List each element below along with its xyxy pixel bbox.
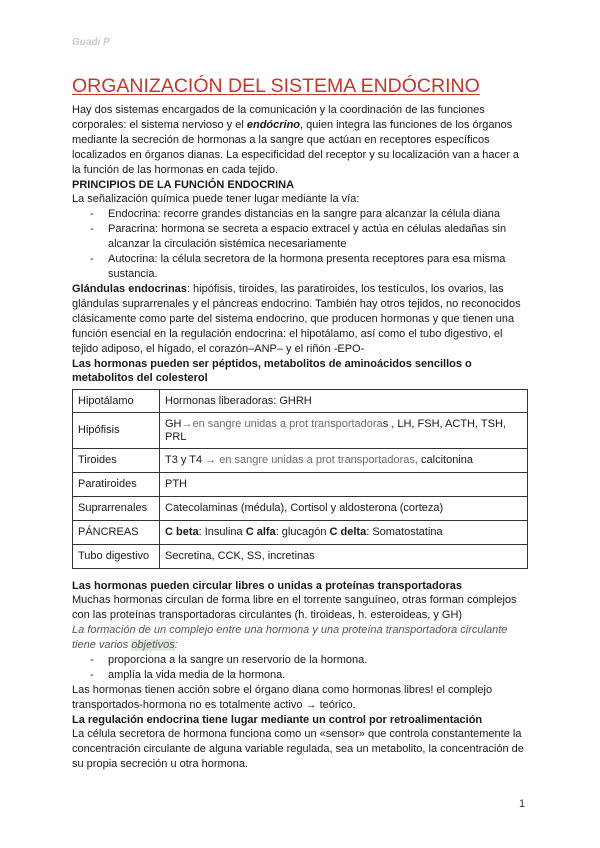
table-cell-hormones: Secretina, CCK, SS, incretinas [160, 545, 528, 569]
table-row [73, 473, 528, 497]
transport-heading: Las hormonas pueden circular libres o unidas a proteínas transportadoras [72, 580, 462, 592]
table-cell-organ: Tubo digestivo [73, 545, 160, 569]
transport-italic-note [72, 623, 528, 653]
principles-lead: La señalización química puede tener lugar mediante la vía: [72, 193, 360, 205]
cell-term: C beta [165, 526, 199, 538]
transport-paragraph-2: Las hormonas tienen acción sobre el órgano diana como hormonas libres! el complejo transportados-hormona no es totalmente activo → teórico. [72, 684, 493, 711]
glands-paragraph [72, 282, 528, 357]
cell-text: : Somatostatina [366, 526, 443, 538]
list-item: - proporciona a la sangre un reservorio de la hormona. [90, 654, 368, 666]
table-cell-organ: Paratiroides [73, 473, 160, 497]
principles-heading: PRINCIPIOS DE LA FUNCIÓN ENDOCRINA [72, 179, 295, 191]
cell-text: s , LH, FSH, ACTH, TSH, PRL [165, 417, 506, 443]
table-cell-hormones [160, 521, 528, 545]
table-row [73, 449, 528, 473]
list-item: - Endocrina: recorre grandes distancias en la sangre para alcanzar la célula diana [90, 208, 500, 220]
table-cell-hormones [160, 449, 528, 473]
glands-text: : hipófisis, tiroides, las paratiroides, los testículos, los ovarios, las glándulas suprarrenales y el páncreas endocrino. También hay otros tejidos, no reconocidos clásicamente como parte del sistema endocrino, que producen hormonas y que tienen una función esencial en la regulación endocrina: el hipotálamo, así como el tubo digestivo, el tejido adiposo, el hígado, el corazón–ANP– y el riñón -EPO- [72, 283, 521, 355]
document-body [72, 74, 528, 772]
table-cell-organ: PÁNCREAS [73, 521, 160, 545]
table-row [73, 390, 528, 413]
intro-text-before: Hay dos sistemas encargados de la comunicación y la coordinación de las funciones corporales: el sistema nervioso y el [72, 104, 485, 131]
list-item-text: Paracrina: hormona se secreta a espacio extracel y actúa en células aledañas sin alcanzar la circulación sistémica necesariamente [108, 223, 507, 250]
page-title: ORGANIZACIÓN DEL SISTEMA ENDÓCRINO [72, 75, 480, 97]
signaling-list [72, 207, 528, 282]
cell-text: calcitonina [417, 454, 473, 466]
table-row [73, 521, 528, 545]
cell-term: C alfa [245, 526, 276, 538]
intro-emphasis: endócrino [246, 119, 301, 131]
cell-text: : Insulina [198, 526, 246, 538]
list-item: - amplía la vida media de la hormona. [90, 669, 286, 681]
list-item-text: Endocrina: recorre grandes distancias en la sangre para alcanzar la célula diana [108, 208, 500, 220]
objectives-list [72, 653, 528, 683]
table-cell-organ: Hipófisis [73, 413, 160, 449]
glands-term: Glándulas endocrinas [72, 283, 187, 295]
transport-note: →en sangre unidas a prot transportadora [181, 417, 383, 430]
table-cell-organ: Tiroides [73, 449, 160, 473]
transport-note: → en sangre unidas a prot transportadoras, [205, 454, 418, 466]
list-item-text: proporciona a la sangre un reservorio de la hormona. [108, 654, 368, 666]
italic-text: : [174, 639, 178, 651]
list-item-text: Autocrina: la célula secretora de la hormona presenta receptores para esa misma sustancia. [108, 253, 506, 280]
table-row [73, 497, 528, 521]
list-item-text: amplía la vida media de la hormona. [108, 669, 286, 681]
author-watermark: Guadi P [72, 37, 110, 48]
highlighted-word: objetivos [131, 639, 175, 651]
cell-text: : glucagón [275, 526, 330, 538]
table-cell-hormones: Catecolaminas (médula), Cortisol y aldosterona (corteza) [160, 497, 528, 521]
regulation-paragraph: La célula secretora de hormona funciona como un «sensor» que controla constantemente la concentración circulante de alguna variable regulada, sea un metabolito, la concentración de su propia secreción u otra hormona. [72, 728, 524, 770]
table-cell-hormones [160, 413, 528, 449]
list-item: - Autocrina: la célula secretora de la hormona presenta receptores para esa misma sustancia. [90, 253, 506, 280]
hormones-heading: Las hormonas pueden ser péptidos, metabolitos de aminoácidos sencillos o metabolitos del colesterol [72, 358, 472, 384]
list-item: - Paracrina: hormona se secreta a espacio extracel y actúa en células aledañas sin alcanzar la circulación sistémica necesariamente [90, 223, 507, 250]
regulation-heading: La regulación endocrina tiene lugar mediante un control por retroalimentación [72, 714, 483, 726]
cell-term: C delta [329, 526, 367, 538]
hormones-table [72, 389, 528, 569]
transport-paragraph: Muchas hormonas circulan de forma libre en el torrente sanguíneo, otras forman complejos con las proteínas transportadoras circulantes (h. tiroideas, h. esteroideas, y GH) [72, 594, 517, 621]
table-cell-organ: Suprarrenales [73, 497, 160, 521]
italic-text: La formación de un complejo entre una hormona y una proteína transportadora circulante tiene varios [72, 624, 508, 651]
intro-text-after: , quien integra las funciones de los órganos mediante la secreción de hormonas a la sangre que actúan en receptores específicos localizados en órganos dianas. La especificidad del receptor y su localización van a hacer a la función de las hormonas en cada tejido. [72, 119, 519, 176]
cell-text: GH [165, 417, 182, 430]
table-cell-hormones: Hormonas liberadoras: GHRH [160, 390, 528, 413]
intro-paragraph [72, 103, 528, 178]
table-cell-hormones: PTH [160, 473, 528, 497]
cell-text: T3 y T4 [165, 454, 206, 466]
table-row [73, 545, 528, 569]
page-number: 1 [519, 798, 526, 810]
table-row [73, 413, 528, 449]
table-cell-organ: Hipotálamo [73, 390, 160, 413]
